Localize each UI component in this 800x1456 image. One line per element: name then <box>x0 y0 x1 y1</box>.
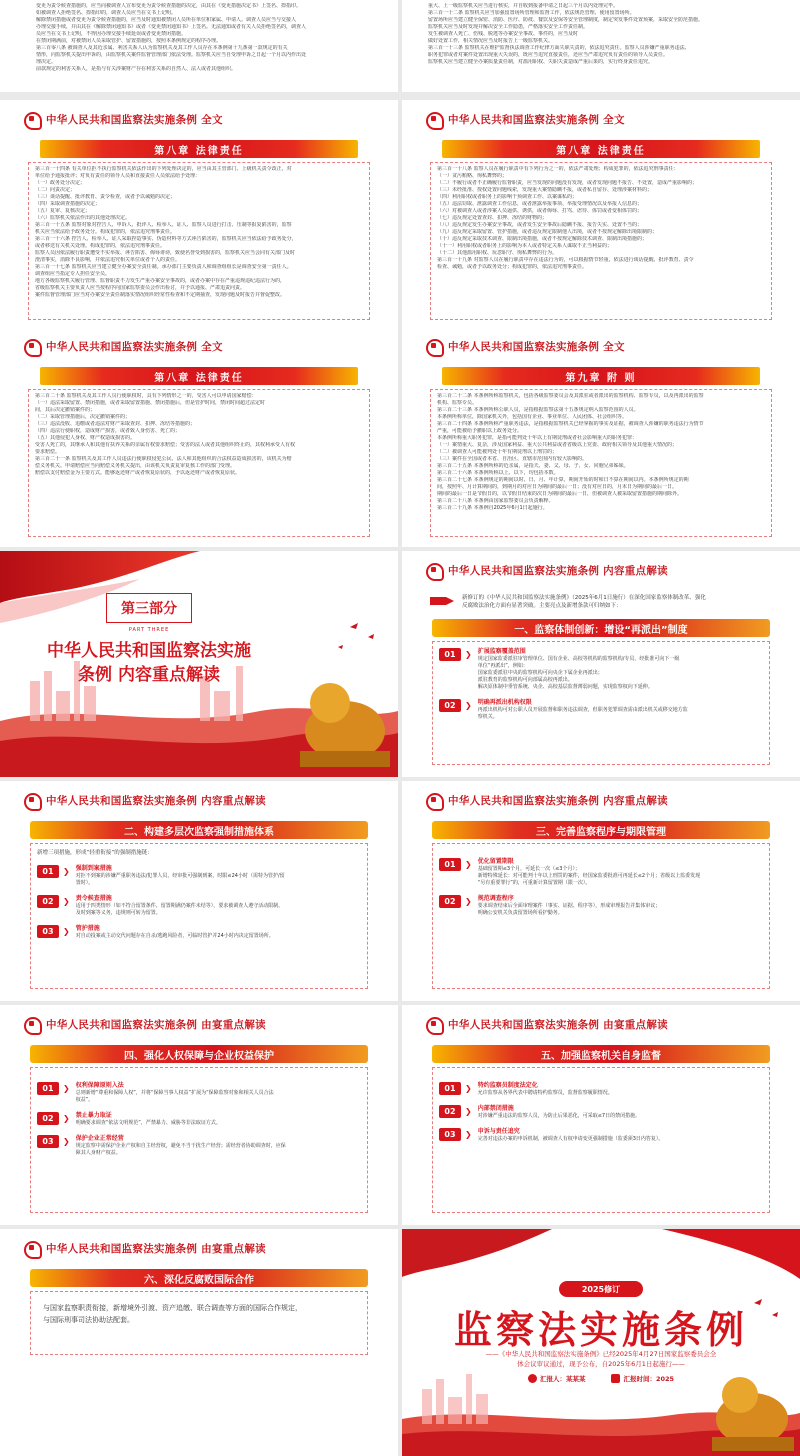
slide-law-text-1 <box>0 0 398 92</box>
law-text-line: 第三百二十九条 本条例自2025年6月1日起施行。 <box>437 505 548 511</box>
chevron-right-icon: ❯ <box>465 650 472 659</box>
logo-icon <box>424 1015 442 1033</box>
slide-header-title: 中华人民共和国监察法实施条例 全文 <box>448 340 625 353</box>
item-title: 权利保障原则入法 <box>75 1082 124 1089</box>
item-number-badge: 03 <box>439 1128 461 1141</box>
law-text-line: 澄清事实，消除不良影响，并依法追究相关单位或者个人的责任。 <box>35 257 181 263</box>
slide-header-title: 中华人民共和国监察法实施条例 内容重点解读 <box>46 794 266 807</box>
law-text-line: 第三百一十九条 对监察人员在履行职责中存在违法行为的，可以根据情节轻重，依法进行谈话提醒、批评教育、责令 <box>437 257 694 263</box>
item-number-badge: 01 <box>439 1082 461 1095</box>
item-number-badge: 02 <box>37 1112 59 1125</box>
slide-header-title: 中华人民共和国监察法实施条例 全文 <box>46 340 223 353</box>
chapter-title: 第八章 法律责任 <box>556 145 646 157</box>
item-text <box>478 895 763 917</box>
final-subtitle <box>432 1349 770 1369</box>
item-title: 优化留置期限 <box>477 858 514 865</box>
law-text-line: 第三百一十七条 监察机关应当建立健全办案安全责任制。承办部门主要负责人和调查组组长是调查安全第一责任人。 <box>35 264 292 270</box>
item-number-badge: 02 <box>37 895 59 908</box>
slide-interp-1 <box>402 551 800 777</box>
calendar-icon <box>611 1374 620 1383</box>
item-description: 规定国家监委派驻审管理单位、国有企业、高校等机构的监察机构/专员，经批准可向下一级 <box>477 656 680 662</box>
law-text-line: （十）违反规定采取技术调查、限制出境措施，或者不按规定解除技术调查、限制出境措施的； <box>437 236 648 242</box>
law-text-line: 调查组应当指定专人担任安全员。 <box>35 271 111 277</box>
item-description: 单位“再派出”，例如： <box>477 663 528 669</box>
final-meta <box>402 1374 800 1383</box>
item-description: 及时到案等义务，违规则可转为留置。 <box>75 910 161 916</box>
list-item <box>439 895 763 917</box>
slide-chapter8-c <box>0 327 398 547</box>
law-text-line: 第三百二十二条 本条例所称监察机关，包括各级监察委员会及其派驻或者派出的监察机构、监察专员，以及再派出的监察 <box>437 393 704 399</box>
law-text-line: （二）问责决定； <box>35 187 76 193</box>
law-text-line: 本条例所称重大职务犯罪，是指可能判处十年以上有期徒刑或者社会影响重大的职务犯罪： <box>437 435 638 441</box>
final-subtitle-line-2: 体会议审议通过，现予公布，自2025年6月1日起施行—— <box>517 1360 685 1368</box>
law-text-line: 检查、诫勉，或者予以政务处分；构成犯罪的，依法追究刑事责任。 <box>437 264 588 270</box>
law-text-line: 发生被调查人死亡、伤残、脱逃等办案安全事故、事件的，应当及时 <box>428 31 579 37</box>
law-text-line: 第三百一十二条 监察机关应当加强留置场所管理和监督工作，依法规范管理、使用留置场所。 <box>428 10 635 16</box>
item-description: 新增特殊延长：对可能判十年以上刑罚的案件，经国家监委批准可再延长≤2个月；省级以上监委发现 <box>477 873 701 879</box>
law-text-line: 严重，可能被给予撤职以上政务处分。 <box>437 428 523 434</box>
law-text-line: （六）对被调查人或者涉案人员逼供、诱供，或者侮辱、打骂、虐待、体罚或者变相体罚的； <box>437 208 643 214</box>
chapter-title-bar <box>40 140 358 158</box>
item-text <box>76 925 361 940</box>
logo-icon <box>424 337 442 355</box>
item-title: 规范调查程序 <box>477 895 514 902</box>
item-description: 再派出机构可对公职人员开展监督和职务违法调查，但职务犯罪调查需由派出机关或移交地方监 <box>477 707 688 713</box>
chevron-right-icon: ❯ <box>63 1137 70 1146</box>
slide-header <box>424 1013 790 1035</box>
law-text-line: （十二）其他滥用职权、玩忽职守、徇私舞弊的行为。 <box>437 250 558 256</box>
item-text <box>478 858 763 887</box>
list-item <box>439 699 763 721</box>
law-text-line: 职务犯罪或者对案件处置出现重大失误的，既应当追究直接责任，还应当严肃追究负有责任的领导人员责任。 <box>428 52 669 58</box>
item-text <box>76 865 361 887</box>
chevron-right-icon: ❯ <box>465 860 472 869</box>
law-text-line: （五）复审、复核决定； <box>35 208 91 214</box>
item-title: 明确再派出机构权限 <box>477 699 532 706</box>
law-text-line: （四）采取调查措施的决定； <box>35 201 101 207</box>
law-text-line: 理决定。 <box>36 59 57 65</box>
law-text-line: 机关应当依法给予政务处分。构成犯罪的，依法追究刑事责任。 <box>35 229 176 235</box>
law-text-line: 留置场所应当建立健全保密、消防、医疗、防疫、餐饮及安保等安全管理制度，制定突发事件处置预案，采取安全防范措施。 <box>428 17 704 23</box>
law-text-line: 间，其后决定撤销案件的； <box>35 407 96 413</box>
law-text-line: （三）谈话提醒、批评教育、责令检查，或者予以诫勉的决定； <box>35 194 176 200</box>
chevron-right-icon: ❯ <box>465 1084 472 1093</box>
stone-lion-graphic <box>300 683 390 767</box>
slide-chapter9 <box>402 327 800 547</box>
item-number-badge: 01 <box>439 648 461 661</box>
item-description: 要求调查结束后全面审理案件（事实、证据、程序等），形成审理报告并集体审议； <box>477 903 661 909</box>
slide-header <box>22 1237 388 1259</box>
chevron-right-icon: ❯ <box>63 1084 70 1093</box>
intro-line-2: 反腐败法治化方面有显著突破。主要亮点及新增条款可归纳如下： <box>462 603 622 609</box>
chevron-right-icon: ❯ <box>63 927 70 936</box>
section-bar <box>432 619 770 637</box>
final-subtitle-line-1: ——《中华人民共和国监察法实施条例》已经2025年4月27日国家监察委员会全 <box>485 1350 717 1358</box>
law-text-line: （四）违法行使职权，造成财产损害，或者致人身伤害、死亡的； <box>35 428 181 434</box>
chevron-right-icon: ❯ <box>63 1114 70 1123</box>
item-text <box>76 1112 361 1127</box>
person-icon <box>528 1374 537 1383</box>
item-text <box>478 1105 763 1120</box>
time-text: 汇报时间：2025 <box>623 1375 675 1383</box>
item-description: 权益”。 <box>75 1097 94 1103</box>
law-text-line: （三）违法没收、追缴或者违法对财产采取查封、扣押、冻结等措施的； <box>35 421 196 427</box>
section-bar <box>432 821 770 839</box>
item-description: 基础留置期≤3个月，可延长一次（≤3个月）； <box>477 866 580 872</box>
item-title: 内部禁闭措施 <box>477 1105 514 1112</box>
list-item <box>439 858 763 887</box>
chevron-right-icon: ❯ <box>465 1130 472 1139</box>
law-text-block <box>28 389 370 537</box>
chevron-right-icon: ❯ <box>63 897 70 906</box>
law-text-line: （一）贪污贿赂、徇私舞弊的； <box>437 173 508 179</box>
law-text-line: （九）违反规定采取留置、管护措施，或者违反规定限制他人出境，或者不按规定解除出境限制的； <box>437 229 658 235</box>
slide-header <box>424 789 790 811</box>
items-box <box>432 843 770 989</box>
item-number-badge: 01 <box>439 858 461 871</box>
law-text-block <box>430 162 772 320</box>
chevron-right-icon: ❯ <box>465 701 472 710</box>
item-description: 对拒不到案的涉嫌严重职务违法/犯罪人员，经审批可强制到案，时限≤24小时（需特为管护/留 <box>75 873 285 879</box>
doves-graphic <box>338 623 374 649</box>
chapter-title-bar <box>442 140 760 158</box>
slide-header-title: 中华人民共和国监察法实施条例 内容重点解读 <box>448 564 668 577</box>
item-description: 对涉嫌严重违法的监察人员，为防止后果恶化，可采取≤7日的禁闭措施。 <box>477 1113 641 1119</box>
law-text-line: 情形，向监察机关提出申诉的，由监察机关案件监督管理部门依法受理。监察机关应当自受理申诉之日起一个月以内作出处 <box>36 52 307 58</box>
items-box <box>30 843 368 989</box>
law-text-line: （四）利用职权或者职务上的影响干预调查工作、以案谋私的； <box>437 194 578 200</box>
list-item <box>37 1135 361 1157</box>
law-text-line: （三）未经批准、授权处置问题线索，发现重大案情隐瞒不报，或者私自留存、处理涉案材料的； <box>437 187 653 193</box>
item-description: 置时）。 <box>75 880 94 886</box>
part-title-block <box>40 593 258 687</box>
item-number-badge: 02 <box>439 1105 461 1118</box>
item-description: “另有重要罪行”的，可重新计算留置期（限一次）。 <box>477 880 591 886</box>
law-text-line: （一）案情重大、复杂，涉及国家利益、重大公共利益或者省级以上党委、政府相关领导及其他重大情况的； <box>437 442 678 448</box>
law-text-line: 监察机关应当建立健全办案质量责任制，对滥用职权、失职失责造成严重后果的，实行终身责任追究。 <box>428 59 654 65</box>
law-text-line: 或者移送有关机关处理。构成犯罪的，依法追究刑事责任。 <box>35 243 166 249</box>
part-label-en: PART THREE <box>128 627 170 633</box>
law-text-line: （三）案件在全国或者本省、自治区、直辖市范围内有较大影响的。 <box>437 456 588 462</box>
item-description: 解决原体制中垂管系统、央企、高校基层监督薄弱问题，实现监察权向下延伸。 <box>477 684 653 690</box>
item-description: 允许监察从各界代表中聘请特约监察员，监督监察履职情况。 <box>477 1090 613 1096</box>
item-title: 扩展监察覆盖范围 <box>477 648 526 655</box>
law-text-line: （二）采取管理措施后，决定撤销案件的； <box>35 414 131 420</box>
item-title: 申诉与责任追究 <box>477 1128 520 1135</box>
section-bar <box>30 1269 368 1287</box>
law-text-line: 第三百一十五条 监察对象对控告人、申诉人、批评人、检举人、证人、监察人员进行打击、压制等报复陷害的，监察 <box>35 222 292 228</box>
list-item <box>439 1128 763 1143</box>
law-text-line: 变更为责令候查措施的，应当向被调查人宣布变更为责令候查措施的决定，由其在《变更措施决定书》上签名、捺指印。 <box>36 3 302 9</box>
item-text <box>478 1128 763 1143</box>
item-number-badge: 01 <box>37 1082 59 1095</box>
edition-tag: 2025修订 <box>559 1281 643 1297</box>
law-text-line: 办理交接手续，并由其在《解除禁闭通知书》或者《变更禁闭通知书》上签名。无法通知或者有关人员拒绝签名的，调查人 <box>36 24 307 30</box>
coop-line-1: 与国家监察职责衔接，新增境外引渡、资产追缴、联合调查等方面的国际合作规定， <box>43 1304 302 1312</box>
law-text-line: 第三百二十一条 监察机关及其工作人员违法行使职权侵犯公民、法人和其他组织的合法权益造成损害的，该机关为赔 <box>35 456 292 462</box>
law-text-line: （八）违反规定发生办案安全事故，或者发生安全事故后隐瞒不报、报告失实、处置不当的； <box>437 222 643 228</box>
time-info <box>611 1374 674 1383</box>
item-text <box>76 1082 361 1104</box>
intro-line-1: 新修订的《中华人民共和国监察法实施条例》（2025年6月1日施行）在深化国家监察体制改革、强化 <box>462 595 706 601</box>
slide-final-cover <box>402 1229 800 1456</box>
law-text-line: 间，按照年、月计算期间的，到期月的对应日为期间的最后一日；没有对应日的，月末日为期间的最后一日。 <box>437 484 678 490</box>
chapter-title-bar <box>40 367 358 385</box>
section-bar <box>30 1045 368 1063</box>
logo-icon <box>424 110 442 128</box>
item-text <box>478 648 763 691</box>
law-text-line: 解除禁闭措施或者变更为责令候查措施的，应当及时通知被禁闭人员所在单位和家属、申请人。调查人员应当与交接人 <box>36 17 297 23</box>
law-text-line: 第三百二十八条 本条例由国家监察委员会负责解释。 <box>437 498 554 504</box>
law-text-line: （六）监察机关依法作出的其他处理决定。 <box>35 215 131 221</box>
part-label: 第三部分 <box>106 593 192 623</box>
part-main-line-1: 中华人民共和国监察法实施 <box>47 641 251 661</box>
law-text-block <box>422 0 780 88</box>
chevron-right-icon: ❯ <box>465 1107 472 1116</box>
law-text-line: 员应当在文书上记明，不得因办理交接手续延误或者变更禁闭措施。 <box>36 31 187 37</box>
law-text-line: 地方各级监察机关履行管理、监督职责不力发生严重办案安全事故的，或者办案中存在严重违规违纪违法行为的， <box>35 278 286 284</box>
item-description: 完善对违法办案的申诉机制，被调查人有权申请变更强制措施（监委须3日内答复）。 <box>477 1136 664 1142</box>
item-description: 派驻教育的监察机构可向部属高校再派出。 <box>477 677 573 683</box>
law-text-line: 做好处置工作，相关情况应当及时报告上一级监察机关。 <box>428 38 554 44</box>
law-text-line: 第三百一十四条 有关单位拒不执行监察机关依法作出的下列处理决定的，应当由其主管部门、上级机关责令改正，对 <box>35 166 292 172</box>
law-text-line: 单位给予通报批评；对负有责任的领导人员和直接责任人员依法给予处理： <box>35 173 201 179</box>
logo-icon <box>22 110 40 128</box>
law-text-line: （二）不履行或者不正确履行监督职责，应当发现的问题没有发现，或者发现问题不报告、不处置，造成严重影响的； <box>437 180 698 186</box>
law-text-block <box>430 389 772 537</box>
section-bar <box>432 1045 770 1063</box>
chapter-title: 第九章 附 则 <box>565 372 637 384</box>
chevron-right-icon: ❯ <box>63 867 70 876</box>
final-main-title: 监察法实施条例 <box>453 1308 748 1352</box>
law-text-line: （五）其他侵犯人身权、财产权造成损害的。 <box>35 435 136 441</box>
law-text-block <box>30 0 378 88</box>
item-title: 禁止暴力取证 <box>75 1112 112 1119</box>
section-title: 二、构建多层次监察强制措施体系 <box>124 826 274 838</box>
law-text-line: 第三百零八条 被调查人及其近亲属、利害关系人认为监察机关及其工作人员存在本条例第十九条第一款规定的有关 <box>36 45 288 51</box>
reporter-text: 汇报人：某某某 <box>539 1375 586 1383</box>
reporter-info <box>528 1374 586 1383</box>
law-text-line: 在禁闭期满前，对被禁闭人员采取管护、留置措施的，按照本条例规定的程序办理。 <box>36 38 222 44</box>
slide-header <box>424 335 790 357</box>
law-text-line: （二）被调查人可能被判处十年有期徒刑以上刑罚的； <box>437 449 558 455</box>
item-title: 责令候查措施 <box>75 895 112 902</box>
intro-text <box>462 594 772 610</box>
list-item <box>37 1082 361 1104</box>
item-description: 国家监委派驻中央的监察机构可向央企下属企业再派出； <box>477 670 603 676</box>
item-description: 障其人身财产权益。 <box>75 1150 121 1156</box>
logo-icon <box>424 791 442 809</box>
list-item <box>439 1082 763 1097</box>
slide-law-text-2 <box>402 0 800 92</box>
slide-header-title: 中华人民共和国监察法实施条例 内容重点解读 <box>448 794 668 807</box>
law-text-line: 第三百一十三条 监察机关在维护监督执法调查工作纪律方面失职失责的，依法追究责任。监察人员涉嫌严重职务违法、 <box>428 45 690 51</box>
law-text-line: 偿义务机关。申请赔偿应当向赔偿义务机关提出，由该机关负责复审复核工作的部门受理。 <box>35 463 236 469</box>
list-item <box>439 1105 763 1120</box>
list-item <box>37 895 361 917</box>
law-text-line: 第三百二十五条 本条例所称的近亲属，是指夫、妻、父、母、子、女、同胞兄弟姊妹。 <box>437 463 629 469</box>
item-title: 保护企业正常经营 <box>75 1135 124 1142</box>
item-description: 明确要求调查“依法文明规范”，严禁暴力、威胁等非法取证方式。 <box>75 1120 221 1126</box>
section-title: 三、完善监察程序与期限管理 <box>536 826 666 838</box>
slide-header-title: 中华人民共和国监察法实施条例 由宴重点解读 <box>46 1242 266 1255</box>
section-title: 四、强化人权保障与企业权益保护 <box>124 1050 274 1062</box>
law-text-line: 第三百一十八条 监察人员在履行职责中有下列行为之一的，依法严肃处理；构成犯罪的，依法追究刑事责任： <box>437 166 679 172</box>
stone-lion-graphic <box>712 1377 794 1451</box>
item-number-badge: 02 <box>439 895 461 908</box>
chevron-right-icon: ❯ <box>465 897 472 906</box>
chapter-title-bar <box>442 367 760 385</box>
law-text-line: 前款规定的利害关系人，是指与有关涉案财产存在利害关系的自然人、法人或者其他组织。 <box>36 66 237 72</box>
item-description: 规定监察中需保护企业产权和自主经营权，避免不当干扰生产经营；需经营者协助调查时，应保 <box>75 1143 286 1149</box>
slide-header-title: 中华人民共和国监察法实施条例 全文 <box>46 113 223 126</box>
logo-icon <box>424 561 442 579</box>
law-text-line: 机构、监察专员。 <box>437 400 478 406</box>
item-number-badge: 02 <box>439 699 461 712</box>
slide-interp-3 <box>402 781 800 1001</box>
law-text-line: 第三百二十七条 本条例规定的期间以时、日、月、年计算，期间开始的时和日不算在期间以内。本条例所规定的期 <box>437 477 689 483</box>
slide-header <box>424 559 790 581</box>
items-box <box>30 1067 368 1213</box>
slide-chapter8-b <box>402 100 800 330</box>
slide-header <box>22 789 388 811</box>
item-description: 适用于四类情形（如不符合留置条件、留置期满仍案件未结等），要求被调查人遵守活动限制、 <box>75 903 284 909</box>
law-text-line: （五）违法窃取、泄露调查工作信息，或者泄露举报事项、举报受理情况以及举报人信息的； <box>437 201 643 207</box>
chapter-title: 第八章 法律责任 <box>154 145 244 157</box>
item-number-badge: 03 <box>37 1135 59 1148</box>
list-item <box>37 1112 361 1127</box>
section-title: 六、深化反腐败国际合作 <box>144 1274 254 1286</box>
law-text-line: 案件监督管理部门应当对办案安全责任制落实情况组织经常性检查和不定期抽查，发现问题及时报告并督促整改。 <box>35 292 286 298</box>
slide-interp-5 <box>402 1005 800 1225</box>
items-box <box>432 1067 770 1213</box>
pointing-hand-icon <box>428 593 456 609</box>
law-text-line: （十一）利用职权或者职务上的影响为本人或者特定关系人谋取不正当利益的； <box>437 243 613 249</box>
law-text-line: （一）政务处分决定； <box>35 180 86 186</box>
law-text-line: 监察人员因依法履行职责遭受不实举报、诬告陷害、侮辱诽谤，致使名誉受到损害的，监察机关应当会同有关部门及时 <box>35 250 296 256</box>
list-item <box>37 925 361 940</box>
slide-chapter8-a <box>0 100 398 330</box>
logo-icon <box>22 337 40 355</box>
logo-icon <box>22 1239 40 1257</box>
items-box <box>432 641 770 765</box>
slide-header <box>424 108 790 130</box>
law-text-line: 受害人死亡的，其继承人和其他有扶养关系的亲属有权要求赔偿；受害的法人或者其他组织终止的，其权利承受人有权 <box>35 442 296 448</box>
slide-header <box>22 335 388 357</box>
slide-interp-6 <box>0 1229 398 1456</box>
item-text <box>76 1135 361 1157</box>
slide-header <box>22 1013 388 1035</box>
item-description: 明确公安机关负责留置场所看护勤务。 <box>477 910 563 916</box>
slide-header-title: 中华人民共和国监察法实施条例 由宴重点解读 <box>46 1018 266 1031</box>
law-text-line: 第三百二十条 监察机关及其工作人员行使职权时，具有下列情形之一的，受害人可以申请国家赔偿： <box>35 393 257 399</box>
coop-line-2: 与国际刑事司法协助法配套。 <box>43 1316 134 1324</box>
law-text-line: 要求赔偿。 <box>35 449 61 455</box>
slide-header-title: 中华人民共和国监察法实施条例 由宴重点解读 <box>448 1018 668 1031</box>
law-text-line: 监察机关应当及时发现并解决安全工作隐患，严格落实安全工作责任制。 <box>428 24 589 30</box>
logo-icon <box>22 791 40 809</box>
law-text-line: 本条例所称单位，除国家机关外，包括国有企业、事业单位、人民团体、社会组织等。 <box>437 414 628 420</box>
law-text-line: 期间的最后一日是节假日的，以节假日结束的次日为期间的最后一日，但被调查人被采取留置措施的期间除外。 <box>437 491 683 497</box>
law-text-line: 省级监察机关主要负责人应当按程序向国家监察委员会作出检讨，并予以通报、严肃追责问责。 <box>35 285 246 291</box>
item-number-badge: 03 <box>37 925 59 938</box>
item-text <box>478 699 763 721</box>
item-description: 总则新增“尊重和保障人权”，并将“保障当事人权益”扩展为“保障监察对象和相关人员合法 <box>75 1090 274 1096</box>
logo-icon <box>22 1015 40 1033</box>
law-text-block <box>28 162 370 320</box>
chapter-title: 第八章 法律责任 <box>154 372 244 384</box>
part-main-title <box>40 639 258 687</box>
law-text-line: 第三百一十六条 控告人、检举人、证人采取捏造事实、伪造材料等方式诬告陷害的，监察机关应当依法给予政务处分， <box>35 236 297 242</box>
item-text <box>478 1082 763 1097</box>
item-text <box>76 895 361 917</box>
item-description: 察机关。 <box>477 714 498 720</box>
list-item <box>439 648 763 691</box>
law-text-line: （一）违法采取留置、禁闭措施，或者采取留置措施、禁闭措施后，但是管护时间，禁闭时间超过法定时 <box>35 400 266 406</box>
item-title: 强制到案措施 <box>75 865 112 872</box>
law-text-line: 第三百二十六条 本条例所称以上、以下，均包括本数。 <box>437 470 559 476</box>
slide-interp-2 <box>0 781 398 1001</box>
law-text-line: （七）违反规定处置查封、扣押、冻结的财物的； <box>437 215 548 221</box>
cooperation-text <box>30 1291 368 1355</box>
item-title: 特约监察员制度法定化 <box>477 1082 538 1089</box>
slide-part-three-cover <box>0 551 398 777</box>
slide-interp-4 <box>0 1005 398 1225</box>
section-bar <box>30 821 368 839</box>
item-description: 对自动投案或主动交代问题存在自杀/逃跑风险者，可临时管护并24小时内决定留置场所。 <box>75 933 274 939</box>
list-item <box>37 865 361 887</box>
items-intro: 新增三项措施，形成“轻重衔接”的强制措施链： <box>37 850 153 856</box>
part-main-line-2: 条例 内容重点解读 <box>78 665 220 685</box>
item-title: 管护措施 <box>75 925 100 932</box>
section-title: 五、加强监察机关自身监督 <box>541 1050 661 1062</box>
item-number-badge: 01 <box>37 865 59 878</box>
law-text-line: 重大、上一级监察机关应当进行核实，并自收到报备申请之日起三个月以内处理完毕。 <box>428 3 619 9</box>
slide-header-title: 中华人民共和国监察法实施条例 全文 <box>448 113 625 126</box>
law-text-line: 赔偿以支付赔偿金为主要方式。能够返还财产或者恢复原状的，予以返还财产或者恢复原状。 <box>35 470 241 476</box>
law-text-line: 如被调查人拒绝签名、捺指印的，调查人员应当在文书上记明。 <box>36 10 177 16</box>
slide-header <box>22 108 388 130</box>
law-text-line: 第三百二十三条 本条例所称公职人员，是指根据监察法第十五条规定纳入监察范围的人员。 <box>437 407 639 413</box>
law-text-line: 第三百二十四条 本条例所称严重职务违法，是指根据监察机关已经掌握的事实及证据，被调查人涉嫌的职务违法行为情节 <box>437 421 704 427</box>
section-title: 一、监察体制创新：增设“再派出”制度 <box>514 624 688 636</box>
